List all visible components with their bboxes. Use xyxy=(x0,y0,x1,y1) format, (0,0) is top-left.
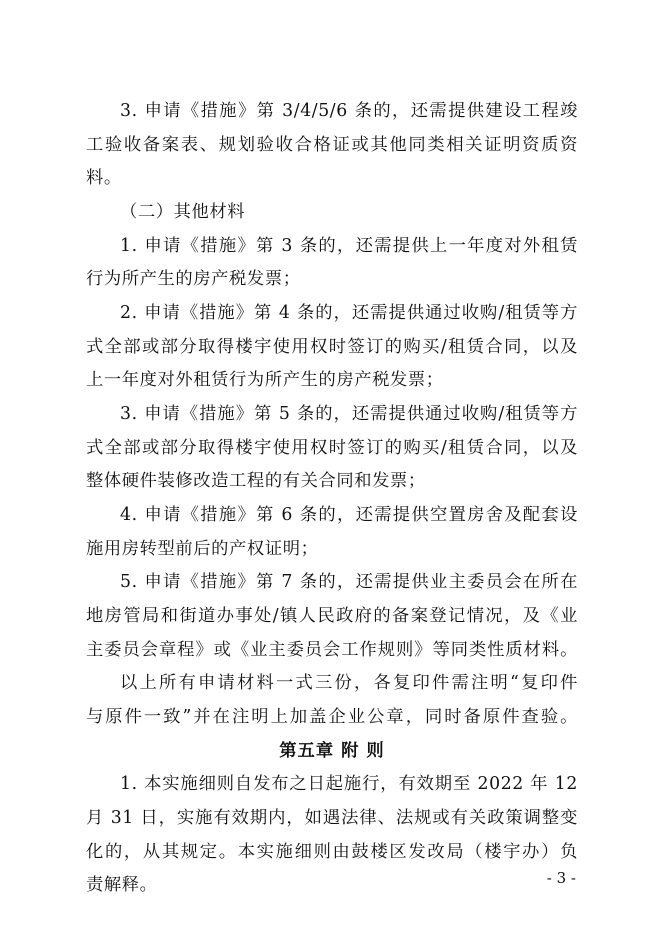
text-line-23: 化的，从其规定。本实施细则由鼓楼区发改局（楼宇办）负 xyxy=(86,842,578,862)
text-line-11: 式全部或部分取得楼宇使用权时签订的购买/租赁合同，以及 xyxy=(86,438,578,458)
text-line-6: 行为所产生的房产税发票； xyxy=(86,269,301,289)
text-line-8: 式全部或部分取得楼宇使用权时签订的购买/租赁合同，以及 xyxy=(86,337,578,357)
text-line-12: 整体硬件装修改造工程的有关合同和发票； xyxy=(86,471,426,491)
text-line-10: 3. 申请《措施》第 5 条的，还需提供通过收购/租赁等方 xyxy=(120,404,578,424)
text-line-16: 地房管局和街道办事处/镇人民政府的备案登记情况，及《业 xyxy=(86,606,578,626)
text-line-9: 上一年度对外租赁行为所产生的房产税发票； xyxy=(86,370,444,390)
text-line-22: 月 31 日，实施有效期内，如遇法律、法规或有关政策调整变 xyxy=(86,808,578,828)
text-line-21: 1. 本实施细则自发布之日起施行，有效期至 2022 年 12 xyxy=(120,774,578,794)
text-line-1: 3. 申请《措施》第 3/4/5/6 条的，还需提供建设工程竣 xyxy=(120,101,578,121)
page-number: - 3 - xyxy=(546,869,576,887)
text-line-2: 工验收备案表、规划验收合格证或其他同类相关证明资质资 xyxy=(86,135,578,155)
text-line-24: 责解释。 xyxy=(86,875,158,895)
text-line-14: 施用房转型前后的产权证明； xyxy=(86,539,319,559)
text-line-7: 2. 申请《措施》第 4 条的，还需提供通过收购/租赁等方 xyxy=(120,303,578,323)
text-line-3: 料。 xyxy=(86,168,122,188)
text-line-13: 4. 申请《措施》第 6 条的，还需提供空置房舍及配套设 xyxy=(120,505,578,525)
text-line-17: 主委员会章程》或《业主委员会工作规则》等同类性质材料。 xyxy=(86,640,578,660)
text-line-5: 1. 申请《措施》第 3 条的，还需提供上一年度对外租赁 xyxy=(120,236,578,256)
text-line-15: 5. 申请《措施》第 7 条的，还需提供业主委员会在所在 xyxy=(120,572,578,592)
section-heading-other-materials: （二）其他材料 xyxy=(120,202,246,222)
text-line-19: 与原件一致”并在注明上加盖企业公章，同时备原件查验。 xyxy=(86,707,578,727)
chapter-heading: 第五章 附 则 xyxy=(279,741,385,761)
text-line-18: 以上所有申请材料一式三份，各复印件需注明“复印件 xyxy=(120,673,578,693)
